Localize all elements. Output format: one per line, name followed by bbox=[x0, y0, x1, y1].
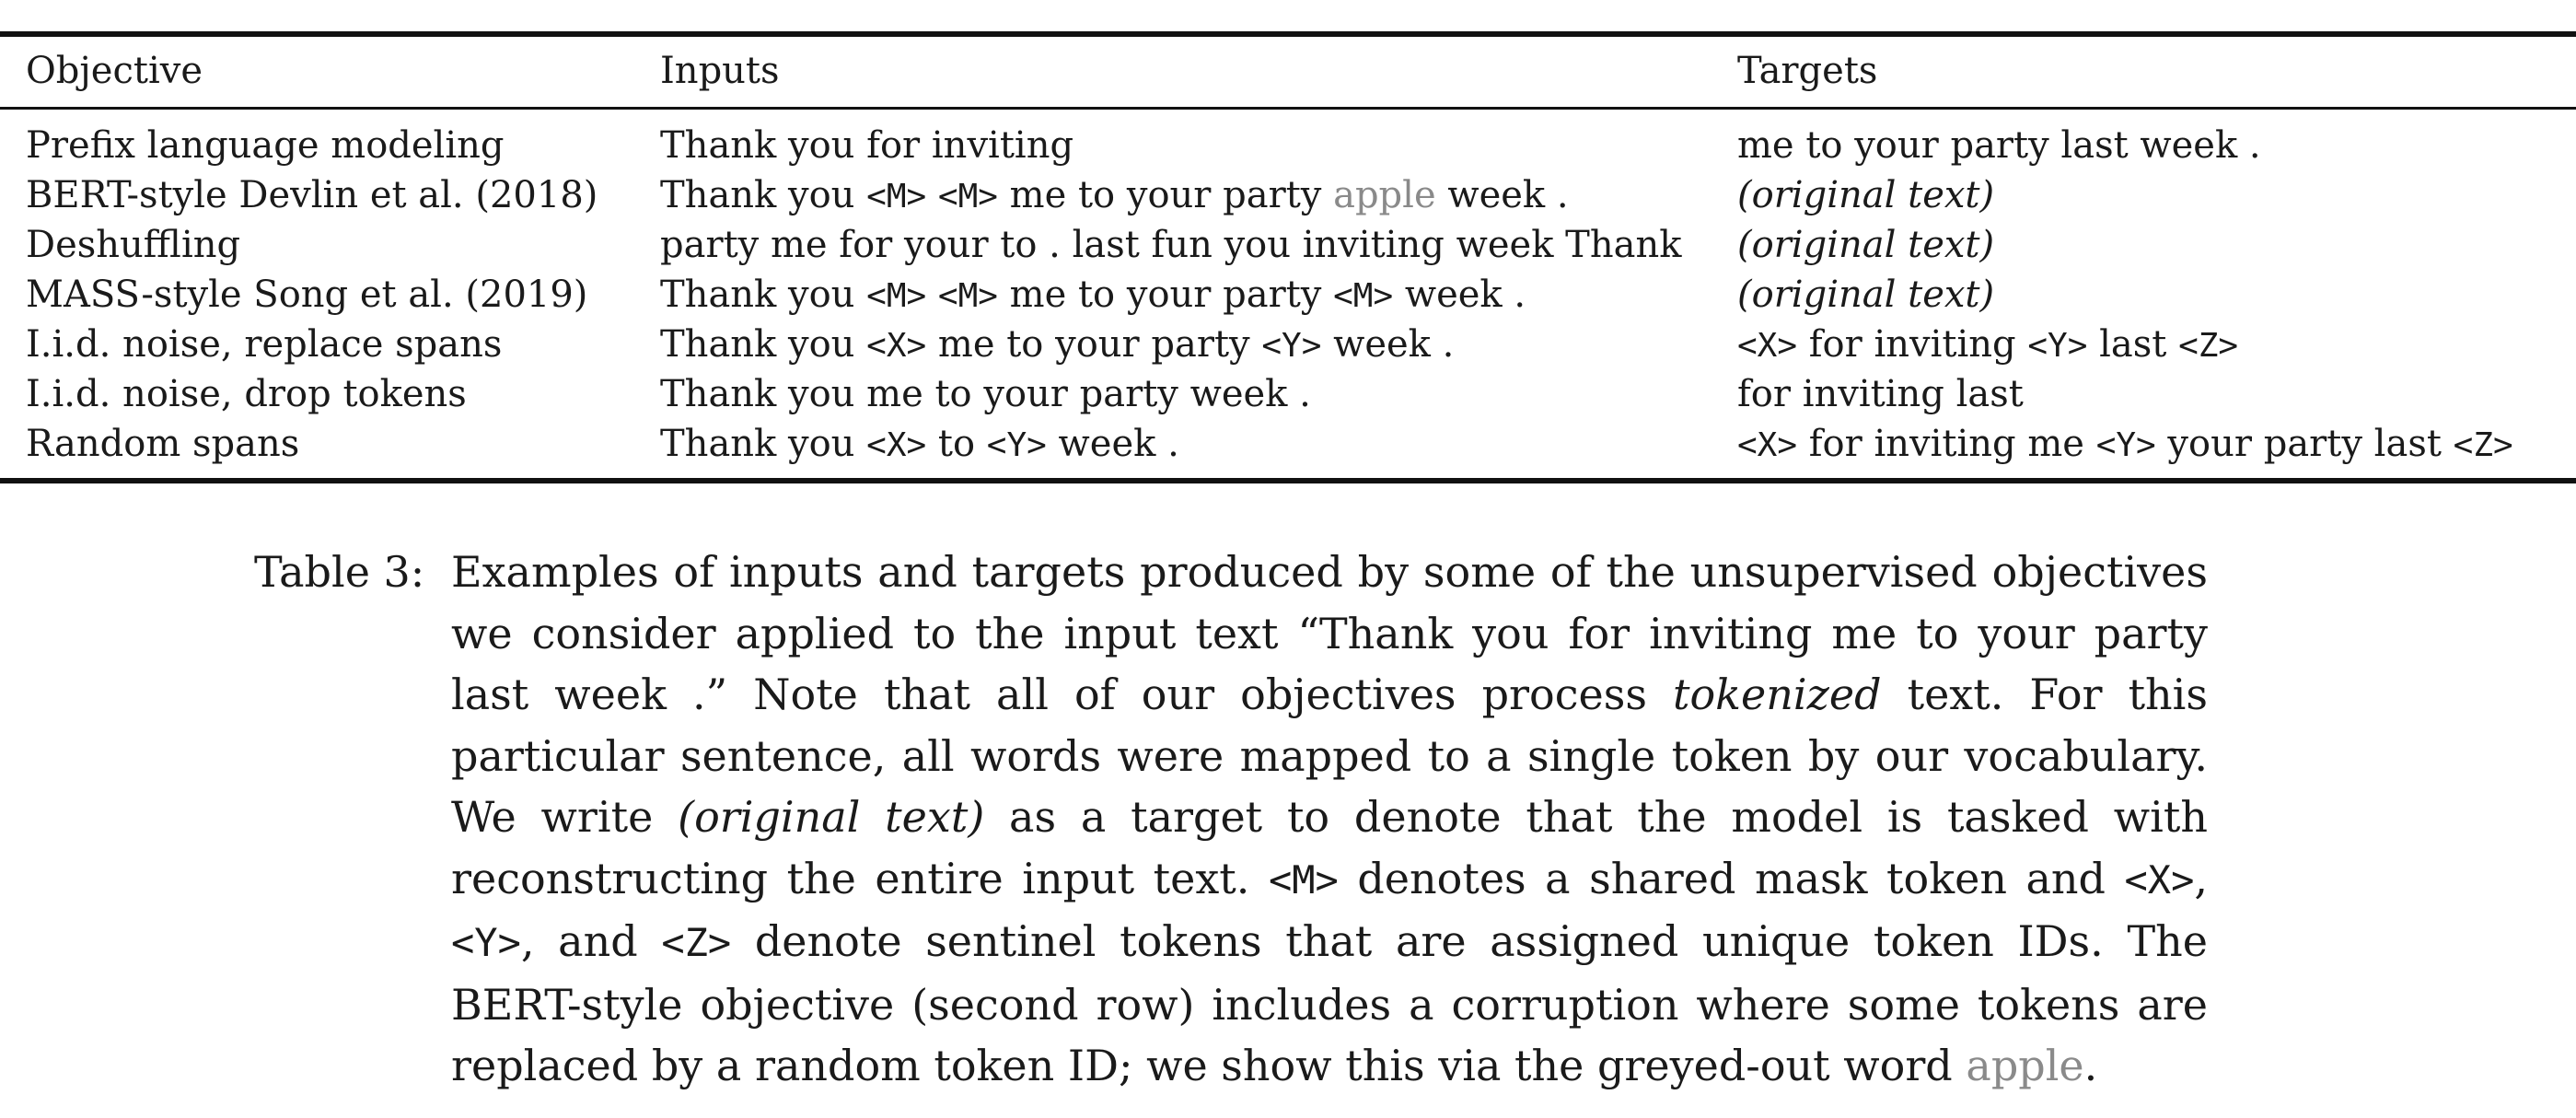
target-cell: (original text) bbox=[1737, 224, 1995, 266]
caption-body bbox=[451, 542, 2208, 1097]
sentinel-token: <X> bbox=[866, 327, 927, 365]
input-text: me to your party bbox=[997, 274, 1334, 316]
target-text: for inviting me bbox=[1797, 423, 2096, 465]
table-row bbox=[0, 369, 2576, 419]
table-top-rule bbox=[0, 31, 2576, 37]
caption-text: . bbox=[2083, 1041, 2098, 1090]
sentinel-token: <X> bbox=[1737, 426, 1798, 464]
objective-cell: BERT-style Devlin et al. (2018) bbox=[26, 174, 598, 216]
objective-cell: Prefix language modeling bbox=[26, 124, 505, 167]
input-text: me to your party bbox=[997, 174, 1334, 216]
table-row bbox=[0, 419, 2576, 469]
sentinel-token: <Z> bbox=[2178, 327, 2239, 365]
input-text: week . bbox=[1046, 423, 1179, 465]
caption-italic: (original text) bbox=[678, 792, 985, 842]
target-cell: me to your party last week . bbox=[1737, 124, 2261, 167]
sentinel-token: <Y> bbox=[1261, 327, 1322, 365]
table-row bbox=[0, 220, 2576, 270]
caption-label: Table 3: bbox=[254, 547, 425, 597]
caption-text: as a target to denote that the model is tasked with reconstructing the entire input text. bbox=[451, 792, 2208, 903]
input-cell bbox=[660, 170, 1569, 222]
input-text: Thank you bbox=[660, 423, 867, 465]
table-header-rule bbox=[0, 107, 2576, 110]
input-text: me to your party bbox=[926, 323, 1262, 366]
caption-sentinel-token: <X> bbox=[2124, 856, 2195, 903]
header-inputs: Inputs bbox=[660, 50, 780, 92]
target-text: for inviting bbox=[1797, 323, 2028, 366]
sentinel-token: <Y> bbox=[2095, 426, 2156, 464]
target-cell bbox=[1737, 320, 2238, 371]
greyed-word: apple bbox=[1333, 174, 1436, 216]
input-text bbox=[926, 274, 938, 316]
sentinel-token: <Y> bbox=[986, 426, 1047, 464]
table-caption bbox=[254, 542, 2208, 1097]
input-cell bbox=[660, 419, 1179, 471]
table-row bbox=[0, 320, 2576, 369]
target-cell bbox=[1737, 419, 2513, 471]
table-row bbox=[0, 270, 2576, 320]
table-header-row bbox=[0, 46, 2576, 96]
input-text bbox=[926, 174, 938, 216]
table-bottom-rule bbox=[0, 478, 2576, 483]
objective-cell: Deshuffling bbox=[26, 224, 241, 266]
mask-token: <M> bbox=[866, 277, 927, 315]
input-cell bbox=[660, 320, 1454, 371]
caption-mask-token: <M> bbox=[1268, 856, 1339, 903]
objective-cell: I.i.d. noise, drop tokens bbox=[26, 373, 467, 415]
input-text: week . bbox=[1435, 174, 1569, 216]
header-targets: Targets bbox=[1737, 50, 1878, 92]
caption-text: , and bbox=[520, 916, 662, 966]
caption-text: denotes a shared mask token and bbox=[1338, 853, 2125, 903]
header-objective: Objective bbox=[26, 50, 203, 92]
input-text: to bbox=[926, 423, 987, 465]
caption-sentinel-token: <Z> bbox=[661, 920, 732, 965]
sentinel-token: <X> bbox=[866, 426, 927, 464]
caption-text: denote sentinel tokens that are assigned unique token IDs. The BERT-style objective (second row) includes a corruption where some tokens are replaced by a random token ID; we show this via the greyed-out word bbox=[451, 916, 2208, 1090]
input-text: week . bbox=[1321, 323, 1455, 366]
input-text: Thank you bbox=[660, 174, 867, 216]
target-text: last bbox=[2087, 323, 2179, 366]
objective-cell: MASS-style Song et al. (2019) bbox=[26, 274, 588, 316]
table-row bbox=[0, 170, 2576, 220]
target-cell: for inviting last bbox=[1737, 373, 2024, 415]
caption-text: text. For this particular sentence, all words were mapped to a single token by our vocabulary. We write bbox=[451, 670, 2208, 842]
mask-token: <M> bbox=[1333, 277, 1394, 315]
input-text: week . bbox=[1393, 274, 1526, 316]
sentinel-token: <Z> bbox=[2453, 426, 2513, 464]
caption-greyed-word: apple bbox=[1966, 1041, 2084, 1090]
sentinel-token: <Y> bbox=[2027, 327, 2088, 365]
caption-sentinel-token: <Y> bbox=[451, 920, 521, 965]
input-cell: party me for your to . last fun you inviting week Thank bbox=[660, 224, 1682, 266]
objective-cell: I.i.d. noise, replace spans bbox=[26, 323, 503, 366]
input-cell bbox=[660, 270, 1526, 321]
target-cell: (original text) bbox=[1737, 174, 1995, 216]
input-cell: Thank you me to your party week . bbox=[660, 373, 1311, 415]
target-cell: (original text) bbox=[1737, 274, 1995, 316]
input-text: Thank you bbox=[660, 323, 867, 366]
mask-token: <M> bbox=[937, 178, 998, 215]
caption-text: Examples of inputs and targets produced by some of the unsupervised objectives we consider applied to the input text “Thank you for inviting me to your party last week .” Note that all of our objectives process bbox=[451, 547, 2208, 719]
table-row bbox=[0, 121, 2576, 170]
input-cell: Thank you for inviting bbox=[660, 124, 1074, 167]
objective-cell: Random spans bbox=[26, 423, 300, 465]
target-text: your party last bbox=[2155, 423, 2454, 465]
caption-italic: tokenized bbox=[1673, 670, 1882, 719]
input-text: Thank you bbox=[660, 274, 867, 316]
caption-text: , bbox=[2194, 853, 2208, 903]
sentinel-token: <X> bbox=[1737, 327, 1798, 365]
mask-token: <M> bbox=[937, 277, 998, 315]
mask-token: <M> bbox=[866, 178, 927, 215]
